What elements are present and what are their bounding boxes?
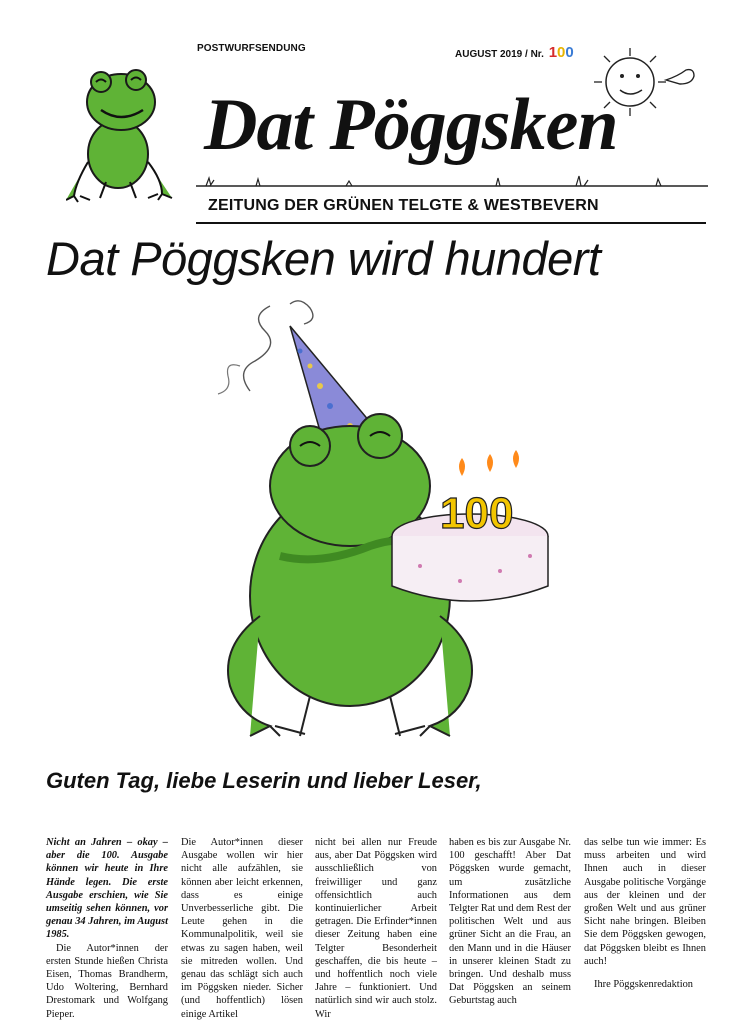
article-column-1 (46, 836, 168, 1021)
grass-line (196, 174, 708, 190)
birthday-frog-illustration (200, 296, 580, 752)
article-paragraph: nicht bei allen nur Freude aus, aber Dat Pöggsken wird ausschließlich von freiwilliger und ganz offensichtlich auch kontinuierlicher Arbeit getragen. Die Erfinder*innen dieser Zeitung haben eine Telgter Besonderheit geschaffen, die bis heute – und hoffentlich noch viele Jahre – funktioniert. Und natürlich sind wir auch stolz. Wir (315, 837, 437, 1020)
masthead-title: Dat Pöggsken (204, 84, 618, 166)
article-paragraph: Die Autor*innen dieser Ausgabe wollen wir hier nicht alle aufzählen, sie können aber leicht erkennen, dass es einige Unverbesserliche gibt. Die Leute gehen in die Kommunalpolitik, weil sie etwas zu sagen haben, weil sie mitreden wollen. Und genau das schlägt sich auch im Pöggsken nieder. Sicher (und hoffentlich) lösen einige Artikel (181, 837, 303, 1020)
cake-number: 100 (440, 489, 514, 538)
greeting: Guten Tag, liebe Leserin und lieber Leser, (46, 768, 482, 793)
frog-logo-icon (66, 62, 178, 204)
issue-label: AUGUST 2019 / Nr. (455, 49, 544, 60)
article-lead: Nicht an Jahren – okay – aber die 100. Ausgabe können wir heute in Ihre Hände legen. Die erste Ausgabe erschien, wie Sie umseitig sehen können, vor genau 34 Jahren, im August 1985. (46, 837, 168, 941)
article-paragraph: haben es bis zur Ausgabe Nr. 100 geschafft! Aber Dat Pöggsken wurde gemacht, um zusätzliche Informationen aus dem Telgter Rat und dem Rest der politischen Welt und aus grüner Sicht an die Frau, an den Mann und in die Häuser in unserer kleinen Stadt zu bringen. Und deshalb muss Dat Pöggsken an seinem Geburtstag auch (449, 837, 571, 1007)
masthead-subtitle: ZEITUNG DER GRÜNEN TELGTE & WESTBEVERN (208, 197, 599, 214)
issue-info (455, 44, 574, 61)
header-divider (196, 222, 706, 224)
article-signature: Ihre Pöggskenredaktion (594, 979, 693, 991)
article-column-3 (315, 836, 437, 1021)
article-column-4 (449, 836, 571, 1008)
issue-number: 100 (548, 44, 574, 61)
article-column-2 (181, 836, 303, 1021)
article-column-5 (584, 836, 706, 991)
article-paragraph: Die Autor*innen der ersten Stunde hießen Christa Eisen, Thomas Brandherm, Udo Woltering, Bernhard Drestomark und Wolfgang Pieper. (46, 942, 168, 1020)
headline: Dat Pöggsken wird hundert (46, 232, 601, 285)
article-paragraph: das selbe tun wie immer: Es muss arbeiten und wird Ihnen auch in dieser Ausgabe politische Vorgänge aus der kleinen und der großen Welt und aus grüner Sicht nahe bringen. Bleiben Sie dem Pöggsken gewogen, dat Pöggsken bleibt es Ihnen auch! (584, 837, 706, 967)
postwurfsendung-label: POSTWURFSENDUNG (197, 43, 306, 54)
